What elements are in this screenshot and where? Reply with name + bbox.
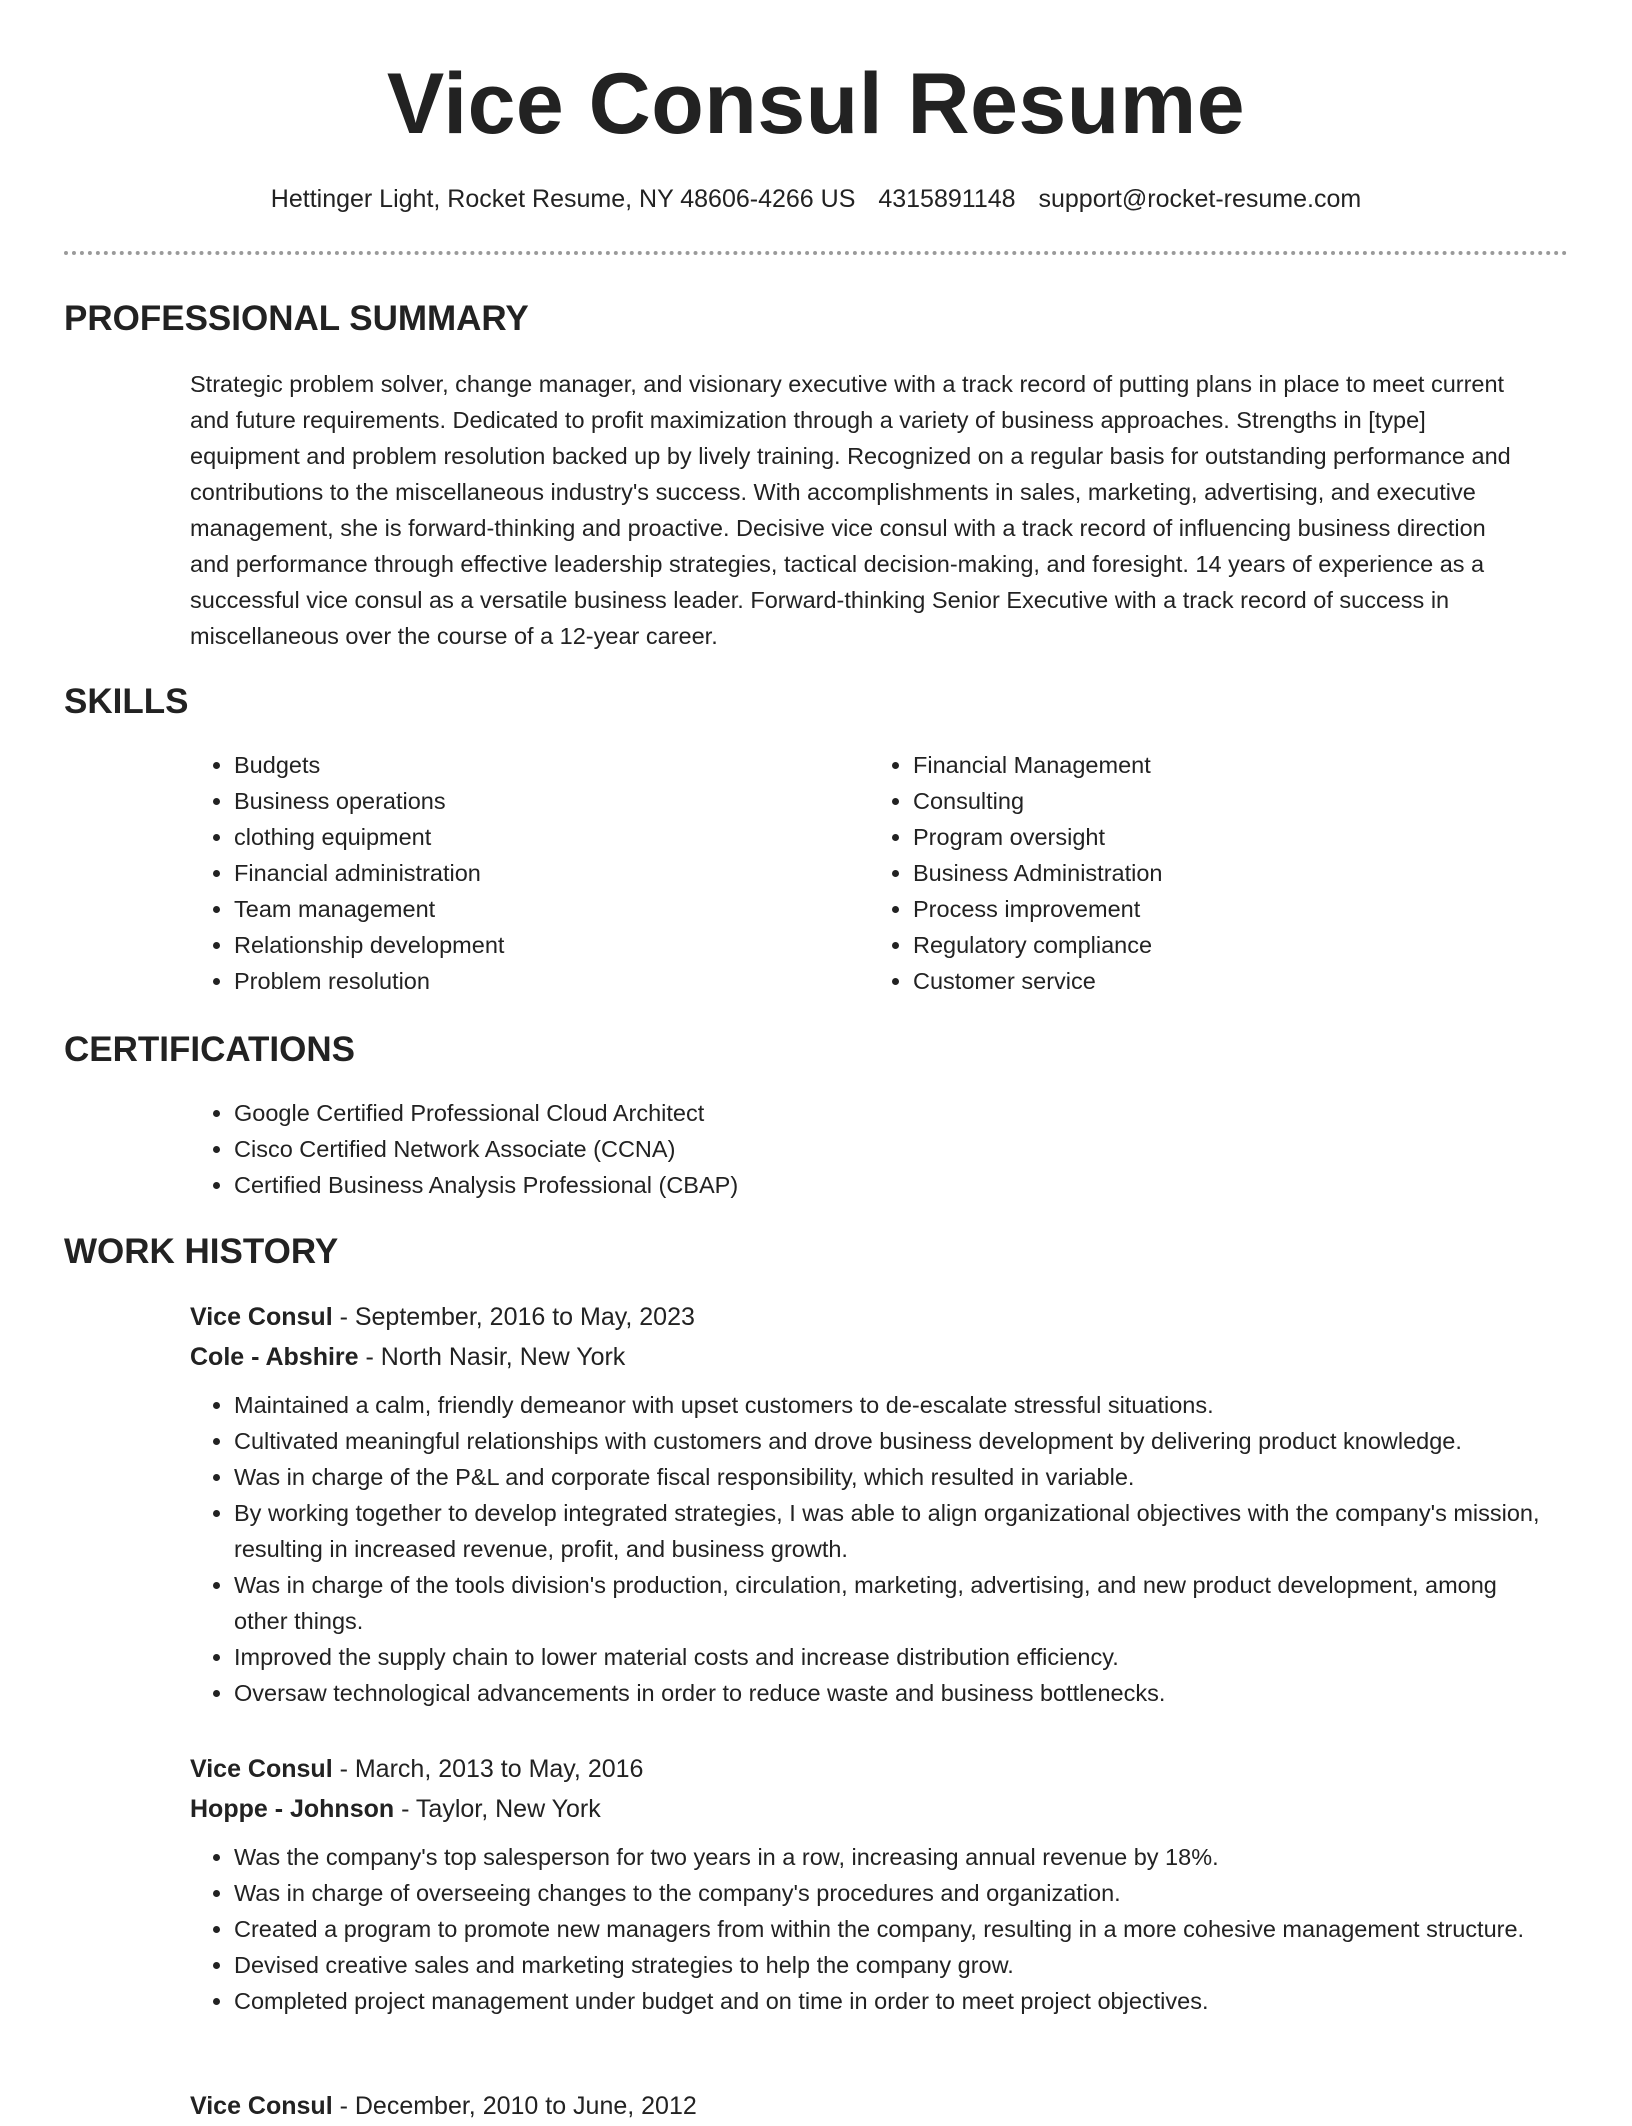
skill-item: • Budgets: [234, 747, 504, 783]
skills-left-column: [190, 747, 504, 999]
job-company-line: [190, 1337, 1550, 1377]
job-position: Vice Consul: [190, 1303, 333, 1331]
job-location: - Taylor, New York: [394, 1795, 601, 1823]
job-bullet: • Was in charge of the P&L and corporate fiscal responsibility, which resulted in variable.: [234, 1459, 1550, 1495]
job-company-line: [190, 1789, 1550, 1829]
skill-item: • Financial Management: [913, 747, 1162, 783]
job-bullets: [190, 1839, 1550, 2019]
summary-text: Strategic problem solver, change manager, and visionary executive with a track record of putting plans in place to meet current and future requirements. Dedicated to profit maximization through a variety of business approaches. Strengths in [type] equipment and problem resolution backed up by lively training. Recognized on a regular basis for outstanding performance and contributions to the miscellaneous industry's success. With accomplishments in sales, marketing, advertising, and executive management, she is forward-thinking and proactive. Decisive vice consul with a track record of influencing business direction and performance through effective leadership strategies, tactical decision-making, and foresight. 14 years of experience as a successful vice consul as a versatile business leader. Forward-thinking Senior Executive with a track record of success in miscellaneous over the course of a 12-year career.: [190, 371, 1511, 649]
job-entry: [190, 1749, 1550, 2019]
skills-right-list: [869, 747, 1162, 999]
job-bullet: • Oversaw technological advancements in order to reduce waste and business bottlenecks.: [234, 1675, 1550, 1711]
skill-item: • Team management: [234, 891, 504, 927]
job-location: - North Nasir, New York: [358, 1343, 626, 1371]
certifications-list: [190, 1095, 738, 1203]
header-divider: [64, 251, 1568, 255]
job-position: Vice Consul: [190, 2092, 333, 2120]
job-company: Cole - Abshire: [190, 1343, 359, 1371]
skills-right-column: [869, 747, 1162, 999]
job-dates: - September, 2016 to May, 2023: [332, 1303, 695, 1331]
job-bullets: [190, 1387, 1550, 1711]
skill-item: • Regulatory compliance: [913, 927, 1162, 963]
job-bullet: • Maintained a calm, friendly demeanor with upset customers to de-escalate stressful situations.: [234, 1387, 1550, 1423]
job-bullet: • Was the company's top salesperson for two years in a row, increasing annual revenue by 18%.: [234, 1839, 1550, 1875]
resume-title: Vice Consul Resume: [386, 56, 1246, 152]
skills-heading: SKILLS: [64, 682, 189, 721]
work-history-heading: WORK HISTORY: [64, 1232, 339, 1271]
contact-address: Hettinger Light, Rocket Resume, NY 48606-4266 US: [270, 185, 856, 213]
skill-item: • Relationship development: [234, 927, 504, 963]
certification-item: • Google Certified Professional Cloud Architect: [234, 1095, 738, 1131]
job-bullet: • Was in charge of overseeing changes to the company's procedures and organization.: [234, 1875, 1550, 1911]
job-title-line: [190, 1749, 1550, 1789]
skill-item: • Business Administration: [913, 855, 1162, 891]
job-dates: - December, 2010 to June, 2012: [332, 2092, 697, 2120]
job-position: Vice Consul: [190, 1755, 333, 1783]
job-bullet: • Completed project management under budget and on time in order to meet project objectives.: [234, 1983, 1550, 2019]
job-bullet: • Improved the supply chain to lower material costs and increase distribution efficiency.: [234, 1639, 1550, 1675]
certification-item: • Certified Business Analysis Professional (CBAP): [234, 1167, 738, 1203]
certification-item: • Cisco Certified Network Associate (CCNA): [234, 1131, 738, 1167]
contact-line: [0, 182, 1632, 216]
contact-email: support@rocket-resume.com: [1038, 185, 1362, 213]
skill-item: • Customer service: [913, 963, 1162, 999]
skill-item: • Problem resolution: [234, 963, 504, 999]
job-bullet: • By working together to develop integrated strategies, I was able to align organizational objectives with the company's mission, resulting in increased revenue, profit, and business growth.: [234, 1495, 1550, 1567]
skill-item: • Program oversight: [913, 819, 1162, 855]
job-bullet: • Was in charge of the tools division's production, circulation, marketing, advertising, and new product development, among other things.: [234, 1567, 1550, 1639]
job-title-line: [190, 1297, 1550, 1337]
skills-left-list: [190, 747, 504, 999]
job-bullet: • Cultivated meaningful relationships with customers and drove business development by delivering product knowledge.: [234, 1423, 1550, 1459]
job-company: Hoppe - Johnson: [190, 1795, 395, 1823]
skill-item: • clothing equipment: [234, 819, 504, 855]
job-entry: [190, 2086, 1550, 2126]
skill-item: • Business operations: [234, 783, 504, 819]
job-title-line: [190, 2086, 1550, 2126]
contact-phone: 4315891148: [878, 185, 1016, 213]
job-bullet: • Created a program to promote new managers from within the company, resulting in a more cohesive management structure.: [234, 1911, 1550, 1947]
job-bullet: • Devised creative sales and marketing strategies to help the company grow.: [234, 1947, 1550, 1983]
certifications-heading: CERTIFICATIONS: [64, 1030, 356, 1069]
skill-item: • Financial administration: [234, 855, 504, 891]
job-dates: - March, 2013 to May, 2016: [332, 1755, 644, 1783]
summary-heading: PROFESSIONAL SUMMARY: [64, 299, 529, 338]
skill-item: • Process improvement: [913, 891, 1162, 927]
skill-item: • Consulting: [913, 783, 1162, 819]
certifications-bullets: [190, 1095, 738, 1203]
job-entry: [190, 1297, 1550, 1711]
